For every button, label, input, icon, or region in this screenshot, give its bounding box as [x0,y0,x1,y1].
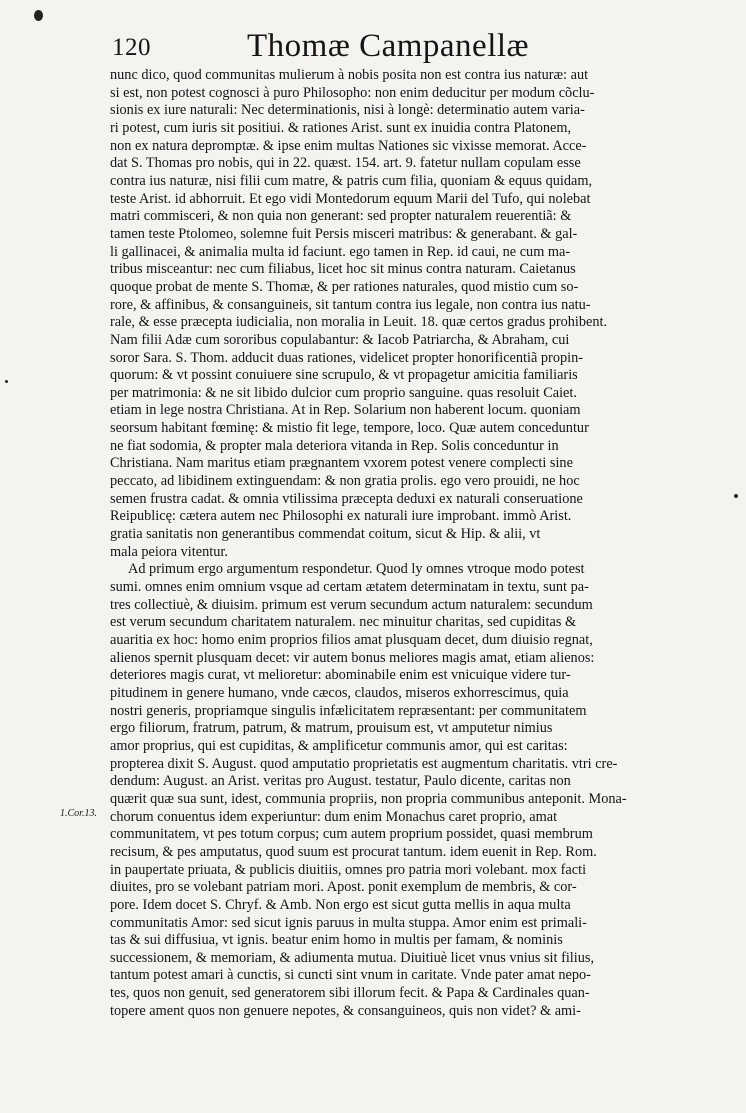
text-line: rore, & affinibus, & consanguineis, sit tantum contra ius legale, non contra ius natu- [110,296,591,313]
text-line: gratia sanitatis non generantibus commendat coitum, sicut & Hip. & alii, vt [110,526,541,543]
text-line: pore. Idem docet S. Chryf. & Amb. Non ergo est sicut gutta mellis in aqua multa [110,896,571,913]
text-line: est verum secundum charitatem naturalem. nec minuitur charitas, sed cupiditas & [110,614,577,631]
text-line: communitatem, vt pes totum corpus; cum autem proprium possidet, quasi membrum [110,826,593,843]
text-line: tribus misceantur: nec cum filiabus, licet hoc sit minus contra naturam. Caietanus [110,261,576,278]
text-line: topere ament quos non genuere nepotes, & consanguineos, quis non videt? & ami- [110,1002,581,1019]
text-line: peccato, ad libidinem extinguendam: & non gratia prolis. ego vero prouidi, ne hoc [110,473,580,490]
text-line: in paupertate priuata, & publicis diuitiis, omnes pro patria mori volebant. mox facti [110,861,587,878]
text-line: li gallinacei, & animalia multa id faciunt. ego tamen in Rep. id caui, ne cum ma- [110,243,571,260]
text-line: semen frustra cadat. & omnia vtilissima præcepta deduxi ex naturali conseruatione [110,490,583,507]
text-line: etiam in lege nostra Christiana. At in Rep. Solarium non haberent locum. quoniam [110,402,581,419]
text-line: nunc dico, quod communitas mulierum à nobis posita non est contra ius naturæ: aut [110,67,589,83]
text-line: soror Sara. S. Thom. adducit duas rationes, videlicet propter honorificentiã propin- [110,349,583,366]
text-line: tantum potest amari à cunctis, si cuncti sint vnum in caritate. Vnde pater amat nepo- [110,967,591,984]
text-line: matri commisceri, & non quia non generant: sed propter naturalem reuerentiã: & [110,208,572,225]
text-line: ne fiat sodomia, & propter mala deteriora vitanda in Rep. Solis conceduntur in [110,437,559,454]
paragraph-start-line: Ad primum ergo argumentum respondetur. Quod ly omnes vtroque modo potest [128,561,585,578]
body-text [110,67,656,1038]
text-line: teste Arist. id abhorruit. Et ego vidi Montedorum equum Marii del Tufo, qui nolebat [110,190,591,207]
text-line: tamen teste Ptolomeo, solemne fuit Persis misceri matribus: & generabant. & gal- [110,225,578,242]
text-line: ergo filiorum, fratrum, patrum, & matrum, prouisum est, vt amputetur nimius [110,720,553,737]
text-line: tres collectiuè, & diuisim. primum est verum secundum actum naturalem: secundum [110,596,593,613]
text-line: tes, quos non genuit, sed generatorem sibi illorum fecit. & Papa & Cardinales quan- [110,985,590,1002]
text-line: non ex natura depromptæ. & ipse enim multas Nationes sic vixisse memorat. Acce- [110,137,587,154]
page-number: 120 [112,34,151,61]
text-line: auaritia ex hoc: homo enim proprios filios amat plusquam decet, dum diuisio regnat, [110,632,593,648]
text-line: per matrimonia: & ne sit libido dulcior cum proprio sanguine. quas resoluit Caiet. [110,384,577,401]
text-line: tas & sui diffusiua, vt ignis. beatur enim homo in multis per famam, & nominis [110,932,563,949]
text-line: quorum: & vt possint conuiuere sine scrupulo, & vt propagetur amicitia familiaris [110,367,578,384]
text-line: nostri generis, propriamque singulis infælicitatem repræsentant: per communitatem [110,702,587,719]
text-line: deteriores magis curat, vt melioretur: abominabile enim est vnicuique videre tur- [110,667,571,684]
text-line: mala peiora vitentur. [110,543,228,560]
text-line: si est, non potest cognosci à puro Philosopho: non enim deducitur per modum cõclu- [110,84,595,101]
text-line: diuites, pro se volebant patriam mori. Apost. ponit exemplum de membris, & cor- [110,879,577,896]
text-line: Nam filii Adæ cum sororibus copulabantur: & Iacob Patriarcha, & Abraham, cui [110,331,570,348]
text-line: sumi. omnes enim omnium vsque ad certam ætatem determinatam in textu, sunt pa- [110,579,589,596]
running-head: Thomæ Campanellæ [247,28,530,64]
text-line: sionis ex iure naturali: Nec determinationis, nisi à longè: determinatio autem varia- [110,102,585,119]
text-line [110,1020,656,1038]
text-line: seorsum habitant fœminę: & mistio fit lege, tempore, loco. Quæ autem conceduntur [110,420,589,437]
text-line: contra ius naturæ, nisi filii cum matre, & patris cum filia, quoniam & equus quidam, [110,172,593,189]
text-line: dendum: August. an Arist. veritas pro August. testatur, Paulo dicente, caritas non [110,773,571,790]
text-line: recisum, & pes amputatus, quod suum est procurat tantum. idem euenit in Rep. Rom. [110,843,597,860]
ink-speck [5,380,8,383]
page-header [112,28,652,68]
text-line: chorum conuentus idem experiuntur: dum enim Monachus caret proprio, amat [110,808,558,825]
text-line: dat S. Thomas pro nobis, qui in 22. quæst. 154. art. 9. fatetur nullam copulam esse [110,155,581,172]
text-line: communitatis Amor: sed sicut ignis paruus in multa stuppa. Amor enim est primali- [110,914,587,931]
text-line: Christiana. Nam maritus etiam prægnantem vxorem potest venere complecti sine [110,455,573,472]
text-line: quoque probat de mente S. Thomæ, & per rationes naturales, quod mistio cum so- [110,278,579,295]
text-line: quærit quæ sua sunt, idest, communia propriis, non propria communibus anteponit. Mona- [110,790,627,807]
text-line: rale, & esse præcepta iudicialia, non moralia in Leuit. 18. quæ certos gradus prohibent. [110,314,608,331]
text-line: successionem, & memoriam, & adiumenta mutua. Diuitiuè licet vnus vnius sit filius, [110,949,595,966]
margin-note: 1.Cor.13. [60,808,97,819]
text-line: propterea dixit S. August. quod amputatio proprietatis est augmentum charitatis. vtri cre- [110,755,618,772]
text-line: Reipublicę: cætera autem nec Philosophi ex naturali iure improbant. immò Arist. [110,508,572,525]
text-line: pitudinem in genere humano, vnde cæcos, claudos, miseros exhorrescimus, quia [110,684,569,701]
ink-speck [734,494,738,498]
text-line: alienos spernit plusquam decet: vir autem bonus meliores magis amat, etiam alienos: [110,649,595,666]
ink-speck [34,10,43,21]
text-line: ri potest, cum iuris sit positiui. & rationes Arist. sunt ex inuidia contra Platonem, [110,119,572,136]
text-line: amor proprius, qui est cupiditas, & amplificetur communis amor, qui est caritas: [110,737,568,754]
